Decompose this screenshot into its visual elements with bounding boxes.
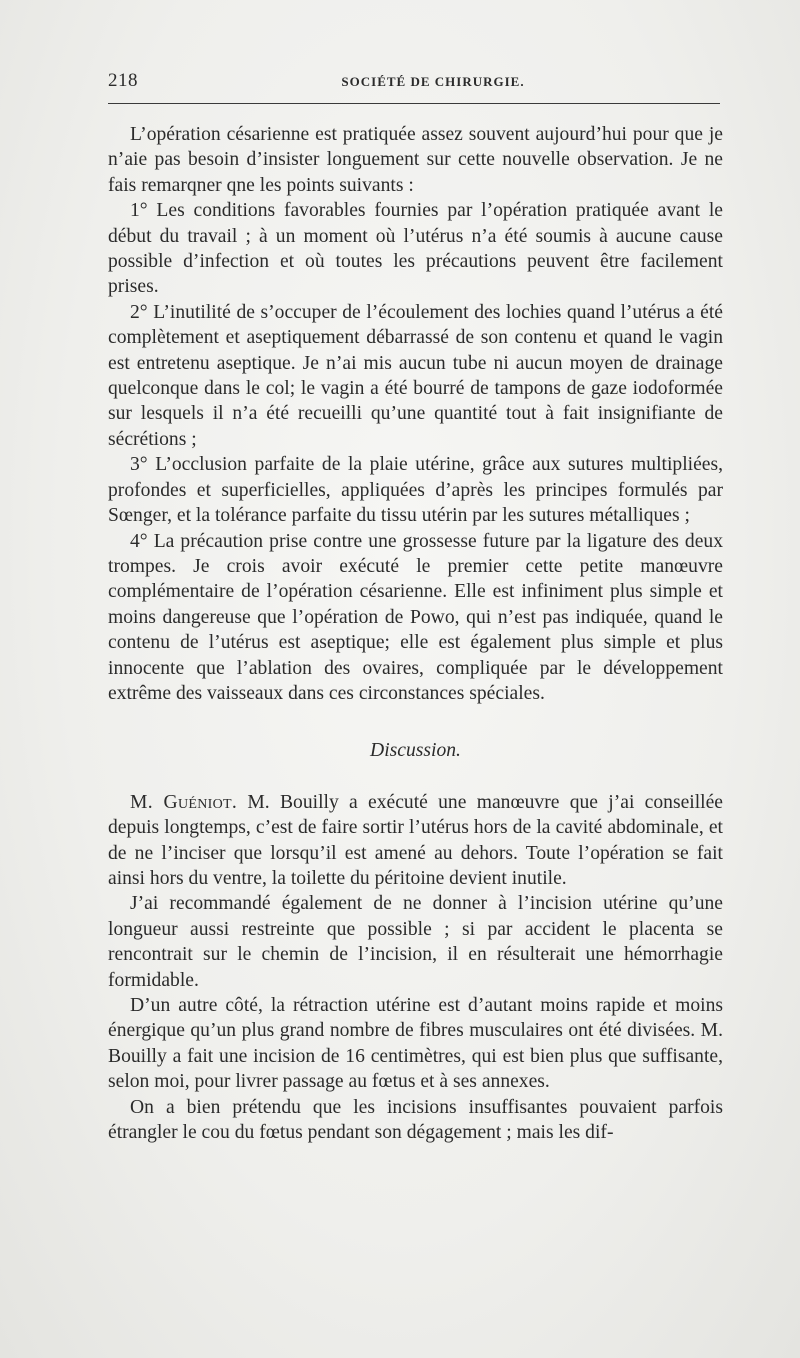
paragraph-point-1: 1° Les conditions favorables fournies par l’opération pratiquée avant le début du travail ; à un moment où l’utérus n’a été soumis à aucune cause possible d’infection et où toutes les précautions peuvent être facilement prises.: [108, 200, 723, 298]
paragraph-intro: L’opération césarienne est pratiquée assez souvent aujourd’hui pour que je n’aie pas besoin d’insister longuement sur cette nouvelle observation. Je ne fais remarqner qne les points suivants :: [108, 124, 723, 196]
discussion-paragraph-4: On a bien prétendu que les incisions insuffisantes pouvaient parfois étrangler le cou du fœtus pendant son dégagement ; mais les dif-: [108, 1096, 723, 1144]
running-head: SOCIÉTÉ DE CHIRURGIE.: [341, 74, 525, 89]
paragraph-point-3: 3° L’occlusion parfaite de la plaie utérine, grâce aux sutures multipliées, profondes et superficielles, appliquées d’après les principes formulés par Sœnger, et la tolérance parfaite du tissu utérin par les sutures métalliques ;: [108, 454, 723, 527]
header-rule: [108, 103, 720, 104]
body-text: [108, 122, 723, 1145]
page-header: [108, 70, 718, 100]
discussion-paragraph-1-text: M. Bouilly a exécuté une manœuvre que j’ai conseillée depuis longtemps, c’est de faire sortir l’utérus hors de la cavité abdominale, et de ne l’inciser que lorsqu’il est amené au dehors. Toute l’opération se fait ainsi hors du ventre, la toilette du péritoine devient inutile.: [108, 791, 724, 889]
discussion-paragraph-1: [108, 790, 723, 892]
discussion-heading: Discussion.: [370, 740, 461, 762]
paragraph-point-4: 4° La précaution prise contre une grossesse future par la ligature des deux trompes. Je crois avoir exécuté le premier cette petite manœuvre complémentaire de l’opération césarienne. Elle est infiniment plus simple et moins dangereuse que l’opération de Powo, qui n’est pas indiquée, quand le contenu de l’utérus est aseptique; elle est également plus simple et plus innocente que l’ablation des ovaires, compliquée par le développement extrême des vaisseaux dans ces circonstances spéciales.: [108, 530, 723, 704]
speaker-name: M. Guéniot.: [130, 791, 238, 813]
page-number: 218: [108, 70, 138, 91]
paragraph-point-2: 2° L’inutilité de s’occuper de l’écoulement des lochies quand l’utérus a été complètement et aseptiquement débarrassé de son contenu et quand le vagin est entretenu aseptique. Je n’ai mis aucun tube ni aucun moyen de drainage quelconque dans le col; le vagin a été bourré de tampons de gaze iodoformée sur lesquels il n’a été recueilli qu’une quantité tout à fait insignifiante de sécrétions ;: [108, 301, 723, 450]
discussion-paragraph-3: D’un autre côté, la rétraction utérine est d’autant moins rapide et moins énergique qu’un plus grand nombre de fibres musculaires ont été divisées. M. Bouilly a fait une incision de 16 centimètres, qui est bien plus que suffisante, selon moi, pour livrer passage au fœtus et à ses annexes.: [108, 995, 723, 1093]
discussion-paragraph-2: J’ai recommandé également de ne donner à l’incision utérine qu’une longueur aussi restreinte que possible ; si par accident le placenta se rencontrait sur le chemin de l’incision, il en résulterait une hémorrhagie formidable.: [108, 893, 723, 991]
